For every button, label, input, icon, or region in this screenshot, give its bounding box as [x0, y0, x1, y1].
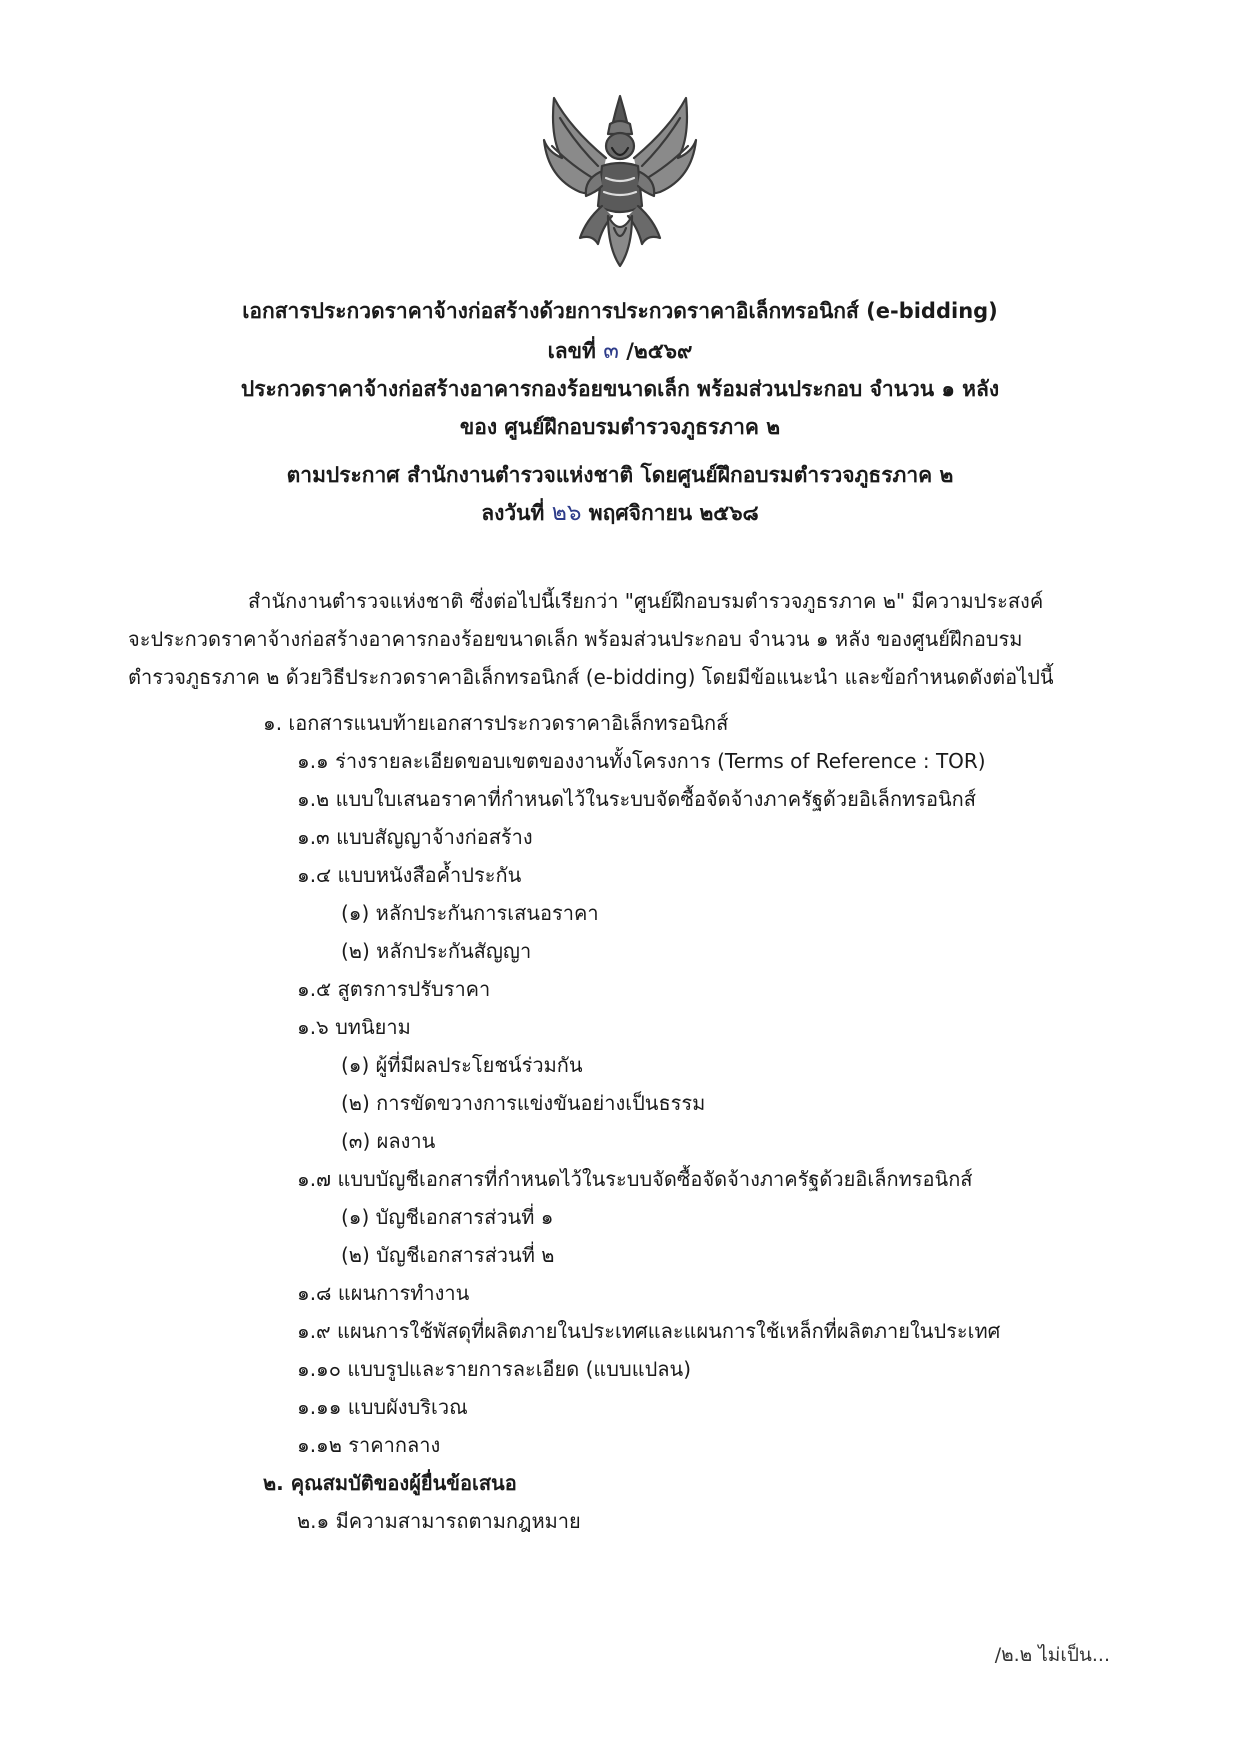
list-item: (๑) บัญชีเอกสารส่วนที่ ๑: [341, 1205, 554, 1229]
list-item: ๑.๕ สูตรการปรับราคา: [297, 977, 491, 1001]
list-item: ๑.๔ แบบหนังสือค้ำประกัน: [297, 863, 522, 887]
list-item: ๑. เอกสารแนบท้ายเอกสารประกวดราคาอิเล็กทรอนิกส์: [263, 711, 729, 735]
list-item: (๒) บัญชีเอกสารส่วนที่ ๒: [341, 1243, 555, 1267]
document-number-handwritten: ๓: [603, 338, 619, 364]
list-item: ๑.๑ ร่างรายละเอียดขอบเขตของงานทั้งโครงการ (Terms of Reference : TOR): [297, 749, 986, 773]
list-item: ๑.๑๒ ราคากลาง: [297, 1433, 441, 1457]
announcement-line: ตามประกาศ สำนักงานตำรวจแห่งชาติ โดยศูนย์ฝึกอบรมตำรวจภูธรภาค ๒: [286, 463, 954, 487]
document-owner: ของ ศูนย์ฝึกอบรมตำรวจภูธรภาค ๒: [459, 415, 781, 439]
document-number-year: /๒๕๖๙: [626, 339, 693, 363]
list-item: ๑.๒ แบบใบเสนอราคาที่กำหนดไว้ในระบบจัดซื้อจัดจ้างภาครัฐด้วยอิเล็กทรอนิกส์: [297, 787, 976, 811]
list-item: (๒) หลักประกันสัญญา: [341, 939, 532, 963]
garuda-emblem-icon: [540, 88, 700, 274]
list-item: ๑.๙ แผนการใช้พัสดุที่ผลิตภายในประเทศและแผนการใช้เหล็กที่ผลิตภายในประเทศ: [297, 1319, 1001, 1343]
document-title: เอกสารประกวดราคาจ้างก่อสร้างด้วยการประกวดราคาอิเล็กทรอนิกส์ (e-bidding): [242, 299, 998, 323]
list-item: (๑) ผู้ที่มีผลประโยชน์ร่วมกัน: [341, 1053, 583, 1077]
document-number: [0, 336, 1240, 366]
intro-line-2: จะประกวดราคาจ้างก่อสร้างอาคารกองร้อยขนาดเล็ก พร้อมส่วนประกอบ จำนวน ๑ หลัง ของศูนย์ฝึกอบรม: [128, 627, 1023, 651]
document-number-label: เลขที่: [547, 339, 596, 363]
intro-paragraph: [128, 582, 1118, 696]
page-continuation: /๒.๒ ไม่เป็น...: [994, 1644, 1110, 1666]
list-item: (๓) ผลงาน: [341, 1129, 436, 1153]
list-item: ๒.๑ มีความสามารถตามกฎหมาย: [297, 1509, 581, 1533]
list-item: ๑.๖ บทนิยาม: [297, 1015, 411, 1039]
list-item: ๑.๑๐ แบบรูปและรายการละเอียด (แบบแปลน): [297, 1357, 692, 1381]
list-item: ๑.๑๑ แบบผังบริเวณ: [297, 1395, 468, 1419]
date-label: ลงวันที่: [481, 501, 545, 525]
list-item: (๒) การขัดขวางการแข่งขันอย่างเป็นธรรม: [341, 1091, 706, 1115]
date-day-handwritten: ๒๖: [551, 500, 582, 526]
list-item: (๑) หลักประกันการเสนอราคา: [341, 901, 599, 925]
intro-line-3: ตำรวจภูธรภาค ๒ ด้วยวิธีประกวดราคาอิเล็กทรอนิกส์ (e-bidding) โดยมีข้อแนะนำ และข้อกำหนดดังต่อไปนี้: [128, 665, 1054, 689]
announcement-date: [0, 498, 1240, 528]
list-item: ๑.๘ แผนการทำงาน: [297, 1281, 470, 1305]
list-item: ๑.๗ แบบบัญชีเอกสารที่กำหนดไว้ในระบบจัดซื้อจัดจ้างภาครัฐด้วยอิเล็กทรอนิกส์: [297, 1167, 973, 1191]
list-item: ๑.๓ แบบสัญญาจ้างก่อสร้าง: [297, 825, 533, 849]
date-month-year: พฤศจิกายน ๒๕๖๘: [588, 501, 759, 525]
document-subject: ประกวดราคาจ้างก่อสร้างอาคารกองร้อยขนาดเล็ก พร้อมส่วนประกอบ จำนวน ๑ หลัง: [240, 377, 1000, 401]
list-item: ๒. คุณสมบัติของผู้ยื่นข้อเสนอ: [263, 1471, 517, 1495]
intro-line-1: สำนักงานตำรวจแห่งชาติ ซึ่งต่อไปนี้เรียกว่า "ศูนย์ฝึกอบรมตำรวจภูธรภาค ๒" มีความประสงค์: [248, 589, 1044, 613]
